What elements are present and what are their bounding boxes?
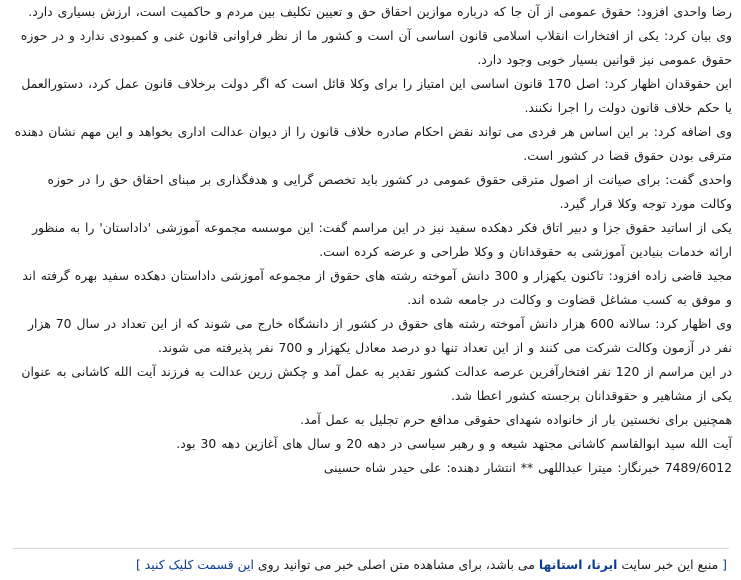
article-paragraph-8: وی اظهار کرد: سالانه 600 هزار دانش آموخته رشته های حقوق در کشور از دانشگاه خارج می شوند که از این تعداد در سال 70 هزار نفر در آزمون وکالت شرکت می کنند و از این تعداد تنها دو درصد معادل یکهزار و 700 نفر پذیرفته می شوند. <box>28 316 732 355</box>
article-paragraph-4: وی اضافه کرد: بر این اساس هر فردی می تواند نقض احکام صادره خلاف قانون را از دیوان عدالت اداری بخواهد و این مهم نشان دهنده مترقی بودن حقوق قضا در کشور است. <box>14 124 732 163</box>
source-open-bracket: [ <box>722 557 727 572</box>
article-paragraph-11: آیت الله سید ابوالقاسم کاشانی مجتهد شیعه و و رهبر سیاسی در دهه 20 و سال های آغازین دهه 30 بود. <box>176 436 732 451</box>
article-paragraph-7: مجید قاضی زاده افزود: تاکنون یکهزار و 300 دانش آموخته رشته های حقوق از مجموعه آموزشی داداستان دهکده سفید بهره گرفته اند و موفق به کسب مشاغل قضاوت و وکالت در جامعه شده اند. <box>22 268 732 307</box>
source-attribution <box>136 556 727 574</box>
article-paragraph-6: یکی از اساتید حقوق جزا و دبیر اتاق فکر دهکده سفید نیز در این مراسم گفت: این موسسه مجموعه آموزشی 'داداستان' را به منظور ارائه خدمات بنیادین آموزشی به حقوقدانان و وکلا طراحی و عرضه کرده است. <box>32 220 732 259</box>
source-suffix: می باشد، برای مشاهده متن اصلی خبر می توانید روی <box>257 557 535 572</box>
article-paragraph-10: همچنین برای نخستین بار از خانواده شهدای حقوقی مدافع حرم تجلیل به عمل آمد. <box>300 412 732 427</box>
article-byline: 7489/6012 خبرنگار: میترا عبداللهی ** انتشار دهنده: علی حیدر شاه حسینی <box>323 460 732 475</box>
article-paragraph-1: رضا واحدی افزود: حقوق عمومی از آن جا که درباره موازین احقاق حق و تعیین تکلیف بین مردم و حاکمیت است، ارزش بسیاری دارد. <box>28 4 732 19</box>
article-paragraph-9: در این مراسم از 120 نفر افتخارآفرین عرصه عدالت کشور تقدیر به عمل آمد و چکش زرین عدالت به فرزند آیت الله کاشانی به عنوان یکی از مشاهیر و حقوقدانان برجسته کشور اعطا شد. <box>21 364 732 403</box>
article-paragraph-2: وی بیان کرد: یکی از افتخارات انقلاب اسلامی قانون اساسی آن است و کشور ما از نظر فراوانی قانون غنی و کمبودی ندارد و در حوزه حقوق عمومی نیز قوانین بسیار خوبی وجود دارد. <box>20 28 732 67</box>
source-site-name: ایرنا، استانها <box>538 557 618 572</box>
source-prefix: منبع این خبر سایت <box>621 557 719 572</box>
article-paragraph-5: واحدی گفت: برای صیانت از اصول مترقی حقوق عمومی در کشور باید تخصص گرایی و هدفگذاری بر مبنای احقاق حق را در حوزه وکالت مورد توجه وکلا قرار گیرد. <box>47 172 732 211</box>
footer-divider <box>12 548 729 549</box>
source-link[interactable]: این قسمت کلیک کنید <box>144 557 254 572</box>
source-close-bracket: ] <box>135 557 141 572</box>
article-paragraph-3: این حقوقدان اظهار کرد: اصل 170 قانون اساسی این امتیاز را برای وکلا قائل است که اگر دولت برخلاف قانون عمل کرد، دستورالعمل یا حکم خلاف قانون دولت را اجرا نکنند. <box>21 76 732 115</box>
